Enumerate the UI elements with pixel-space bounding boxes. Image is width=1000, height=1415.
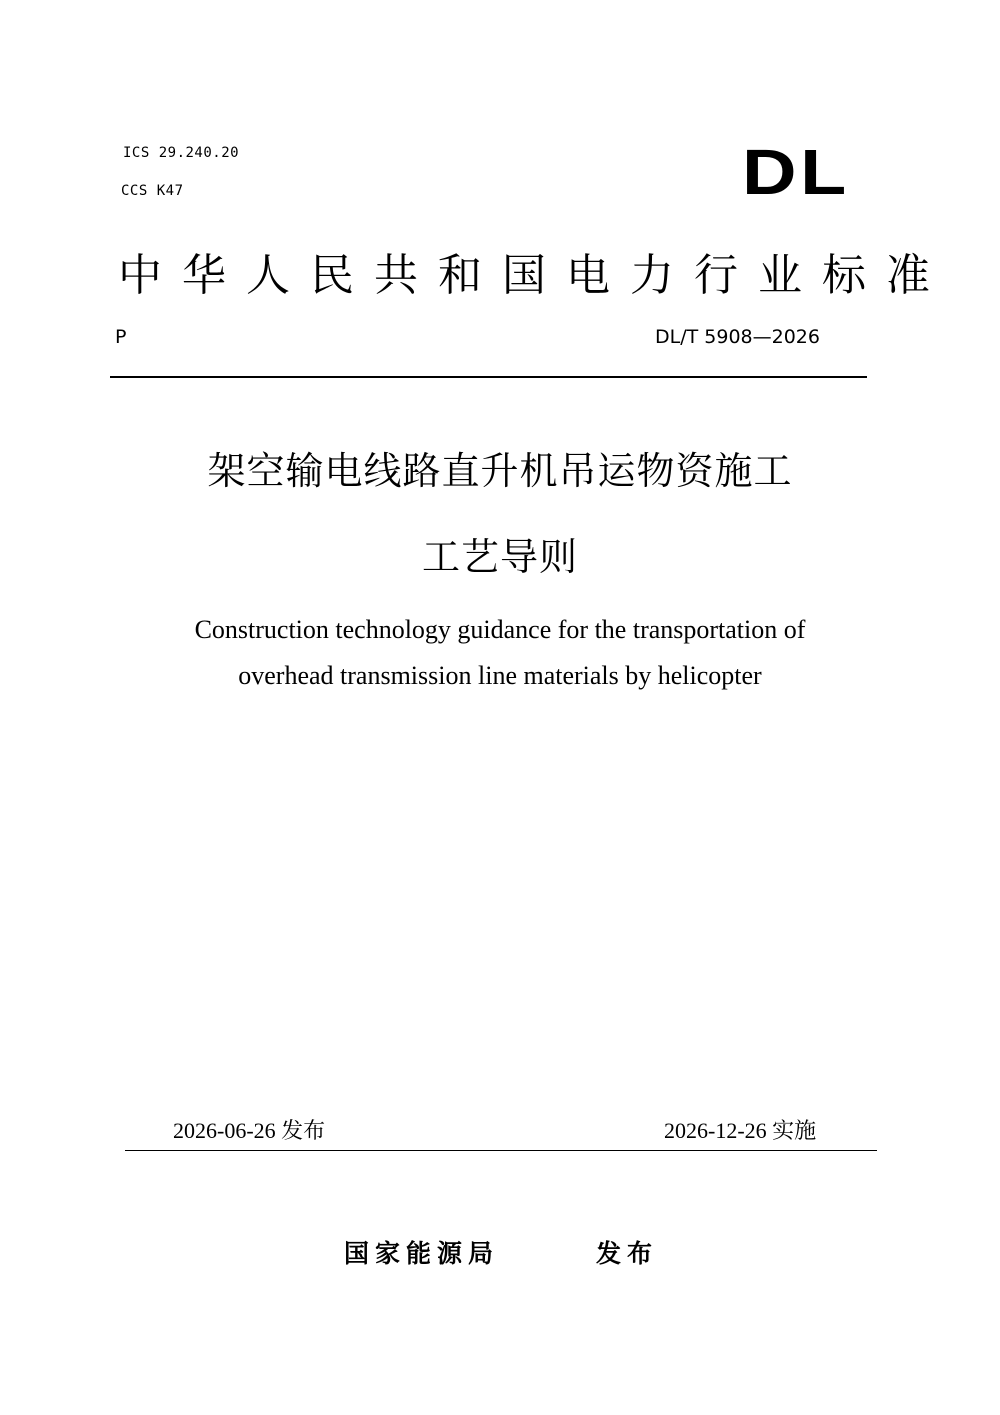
standard-number: DL/T 5908—2026 bbox=[655, 326, 820, 348]
english-title-line-2: overhead transmission line materials by helicopter bbox=[238, 661, 762, 690]
dl-logo: DL bbox=[742, 136, 850, 208]
category-code: P bbox=[115, 326, 127, 348]
ccs-code: CCS K47 bbox=[121, 183, 184, 199]
standard-type-heading: 中华人民共和国电力行业标准 bbox=[118, 250, 950, 301]
publisher-name: 国家能源局 bbox=[344, 1239, 500, 1268]
footer-divider bbox=[125, 1150, 877, 1151]
header-divider bbox=[110, 376, 867, 378]
publish-label: 发布 bbox=[596, 1239, 659, 1268]
effective-date: 2026-12-26 实施 bbox=[664, 1118, 817, 1143]
chinese-title-line-1: 架空输电线路直升机吊运物资施工 bbox=[207, 451, 793, 493]
issue-date: 2026-06-26 发布 bbox=[173, 1118, 326, 1143]
chinese-title-line-2: 工艺导则 bbox=[421, 537, 578, 579]
ics-code: ICS 29.240.20 bbox=[123, 145, 240, 161]
english-title-line-1: Construction technology guidance for the transportation of bbox=[194, 615, 806, 644]
